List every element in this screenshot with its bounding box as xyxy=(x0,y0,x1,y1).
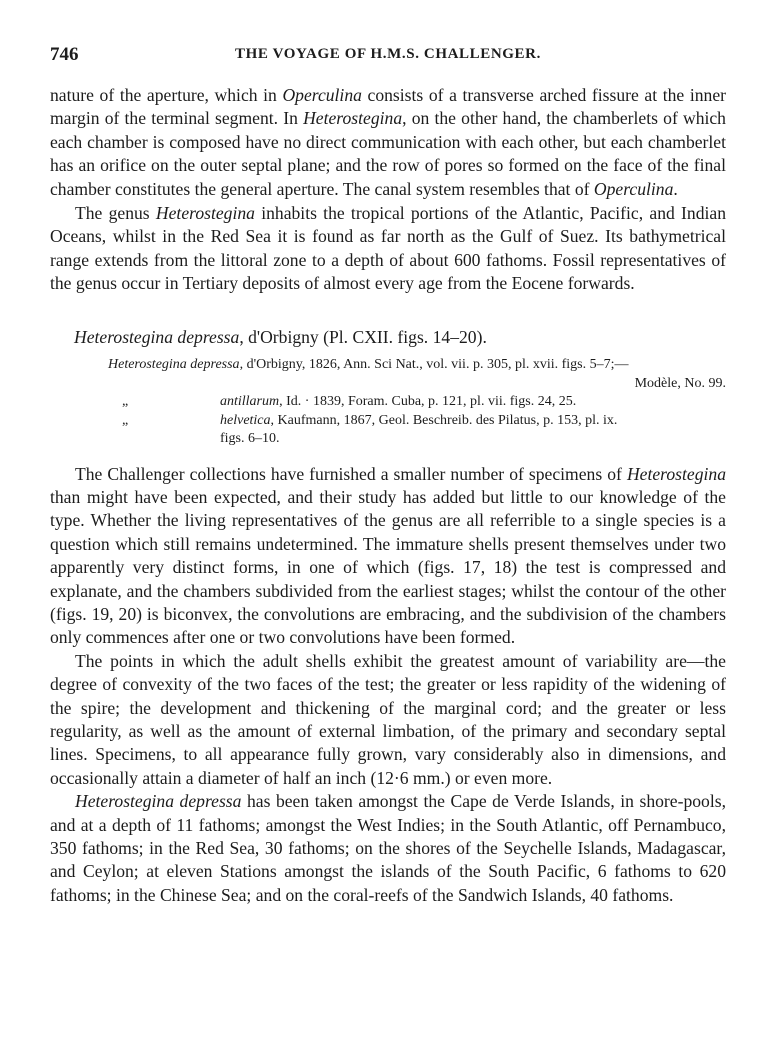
page-header xyxy=(50,44,726,70)
synonymy-list xyxy=(50,356,726,449)
synonymy-entry: Heterostegina depressa, d'Orbigny, 1826, Ann. Sci Nat., vol. vii. p. 305, pl. xvii. figs. 5–7;— Modèle, No. 99. xyxy=(108,357,726,391)
discussion-paragraph-1: The Challenger collections have furnished a smaller number of specimens of Heterostegina than might have been expected, and their study has added but little to our knowledge of the type. Whether the living representatives of the genus are all referrible to a single species is a question which still remains undetermined. The immature shells present themselves under two apparently very distinct forms, in one of which (figs. 17, 18) the test is compressed and explanate, and the chambers subdivided from the earliest stages; whilst the contour of the other (figs. 19, 20) is biconvex, the convolutions are embracing, and the subdivision of the chambers only commences after one or two convolutions have been formed. xyxy=(50,463,726,648)
page-body xyxy=(50,84,726,907)
discussion-paragraph-3: Heterostegina depressa has been taken amongst the Cape de Verde Islands, in shore-pools, and at a depth of 11 fathoms; amongst the West Indies; in the South Atlantic, off Pernambuco, 350 fathoms; in the Red Sea, 30 fathoms; on the shores of the Seychelle Islands, Madagascar, and Ceylon; at eleven Stations amongst the islands of the South Pacific, 6 fathoms to 620 fathoms; in the Chinese Sea; and on the coral-reefs of the Sandwich Islands, 40 fathoms. xyxy=(50,791,726,905)
synonymy-entry: „ helvetica, Kaufmann, 1867, Geol. Beschreib. des Pilatus, p. 153, pl. ix. figs. 6–10. xyxy=(122,412,618,447)
page-number: 746 xyxy=(50,44,79,65)
species-heading: Heterostegina depressa, d'Orbigny (Pl. CXII. figs. 14–20). xyxy=(74,326,487,347)
discussion-paragraph-2: The points in which the adult shells exhibit the greatest amount of variability are—the degree of convexity of the two faces of the test; the greater or less rapidity of the widening of the spire; the development and thickening of the marginal cord; and the greater or less regularity, as well as the amount of external limbation, of the primary and secondary septal lines. Specimens, to all appearance fully grown, vary considerably also in dimensions, and occasionally attain a diameter of half an inch (12·6 mm.) or even more. xyxy=(50,650,726,788)
running-title: THE VOYAGE OF H.M.S. CHALLENGER. xyxy=(235,46,541,62)
ditto-mark: „ xyxy=(122,412,129,428)
intro-paragraph-2: The genus Heterostegina inhabits the tropical portions of the Atlantic, Pacific, and Indian Oceans, whilst in the Red Sea it is found as far north as the Gulf of Suez. Its bathymetrical range extends from the littoral zone to a depth of about 600 fathoms. Fossil representatives of the genus occur in Tertiary deposits of almost every age from the Eocene forwards. xyxy=(50,203,726,294)
synonymy-entry: „ antillarum, Id. · 1839, Foram. Cuba, p. 121, pl. vii. figs. 24, 25. xyxy=(50,393,726,412)
ditto-mark: „ xyxy=(122,394,129,410)
intro-paragraph-1: nature of the aperture, which in Operculina consists of a transverse arched fissure at the inner margin of the terminal segment. In Heterostegina, on the other hand, the chamberlets of which each chamber is composed have no direct communication with each other, but each chamberlet has an orifice on the outer septal plane; and the row of pores so formed on the face of the final chamber constitutes the general aperture. The canal system resembles that of Operculina. xyxy=(50,85,726,199)
species-name: Heterostegina depressa xyxy=(74,326,240,347)
